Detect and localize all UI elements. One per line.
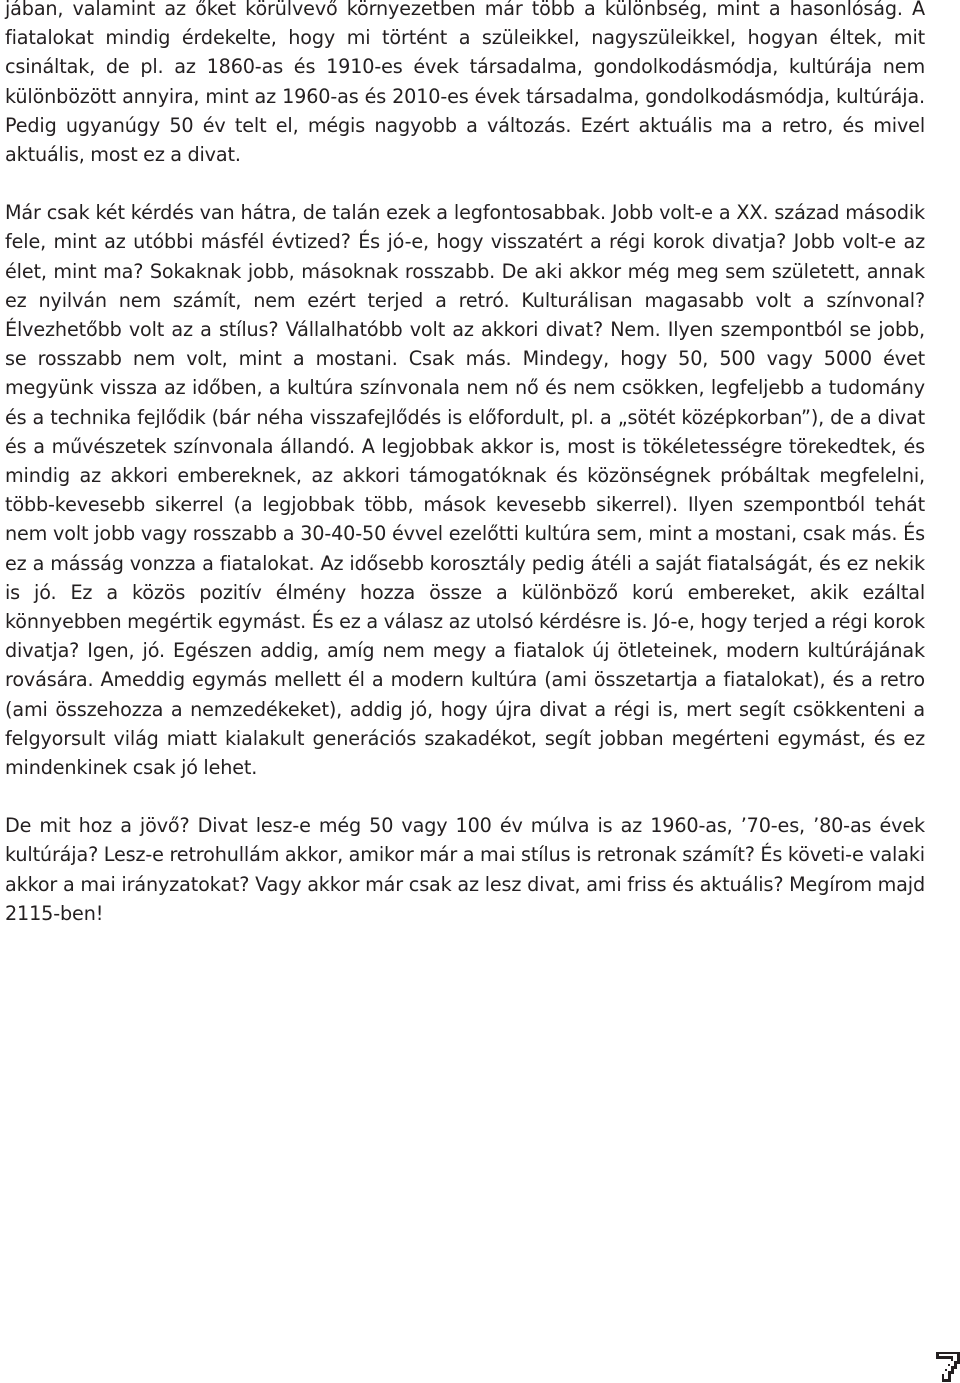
paragraph-2: Már csak két kérdés van hátra, de talán ezek a legfontosabbak. Jobb volt-e a XX. század második fele, mint az utóbbi másfél évtized? És jó-e, hogy visszatért a régi korok divatja? Jobb volt-e az élet, mint ma? Sokaknak jobb, másoknak rosszabb. De aki akkor még meg sem született, annak ez nyilván nem számít, nem ezért terjed a retró. Kulturálisan magasabb volt a színvonal? Élvezhetőbb volt az a stílus? Vállalhatóbb volt az akkori divat? Nem. Ilyen szempontból se jobb, se rosszabb nem volt, mint a mostani. Csak más. Mindegy, hogy 50, 500 vagy 5000 évet megyünk vissza az időben, a kultúra színvonala nem nő és nem csökken, legfeljebb a tudomány és a technika fejlődik (bár néha visszafejlődés is előfordult, pl. a „sötét középkorban”), de a divat és a művészetek színvonala állandó. A legjobbak akkor is, most is tökéletességre törekedtek, és mindig az akkori embereknek, az akkori támogatóknak és közönségnek próbáltak megfelelni, több-kevesebb sikerrel (a legjobbak több, mások kevesebb sikerrel). Ilyen szempontból tehát nem volt jobb vagy rosszabb a 30-40-50 évvel ezelőtti kultúra sem, mint a mostani, csak más. És ez a másság vonzza a fiatalokat. Az idősebb korosztály pedig átéli a saját fiatalságát, és ez nekik is jó. Ez a közös pozitív élmény hozza össze a különböző korú embereket, akik ezáltal könnyebben megértik egymást. És ez a válasz az utolsó kérdésre is. Jó-e, hogy terjed a régi korok divatja? Igen, jó. Egészen addig, amíg nem megy a fiatalok új ötleteinek, modern kultúrájának rovására. Ameddig egymás mellett él a modern kultúra (ami összetartja a fiatalokat), és a retro (ami összehozza a nemzedékeket), addig jó, hogy újra divat a régi is, mert segít csökkenteni a felgyorsult világ miatt kialakult generációs szakadékot, segít jobban megérteni egymást, és ez mindenkinek csak jó lehet. xyxy=(5,201,925,780)
paragraph-3: De mit hoz a jövő? Divat lesz-e még 50 vagy 100 év múlva is az 1960-as, ’70-es, ’80-as évek kultúrája? Lesz-e retrohullám akkor, amikor már a mai stílus is retronak számít? És követi-e valaki akkor a mai irányzatokat? Vagy akkor már csak az lesz divat, ami friss és aktuális? Megírom majd 2115-ben! xyxy=(5,814,925,925)
paragraph-1: jában, valamint az őket körülvevő környezetben már több a különbség, mint a hasonlóság. A fiatalokat mindig érdekelte, hogy mi történt a szüleikkel, nagyszüleikkel, hogyan éltek, mit csináltak, de pl. az 1860-as és 1910-es évek társadalma, gondolkodásmódja, kultúrája nem különbözött annyira, mint az 1960-as és 2010-es évek társadalma, gondolkodásmódja, kultúrája. Pedig ugyanúgy 50 év telt el, mégis nagyobb a változás. Ezért aktuális ma a retro, és mivel aktuális, most ez a divat. xyxy=(5,0,925,167)
document-page xyxy=(5,0,925,928)
page-number xyxy=(936,1352,960,1382)
